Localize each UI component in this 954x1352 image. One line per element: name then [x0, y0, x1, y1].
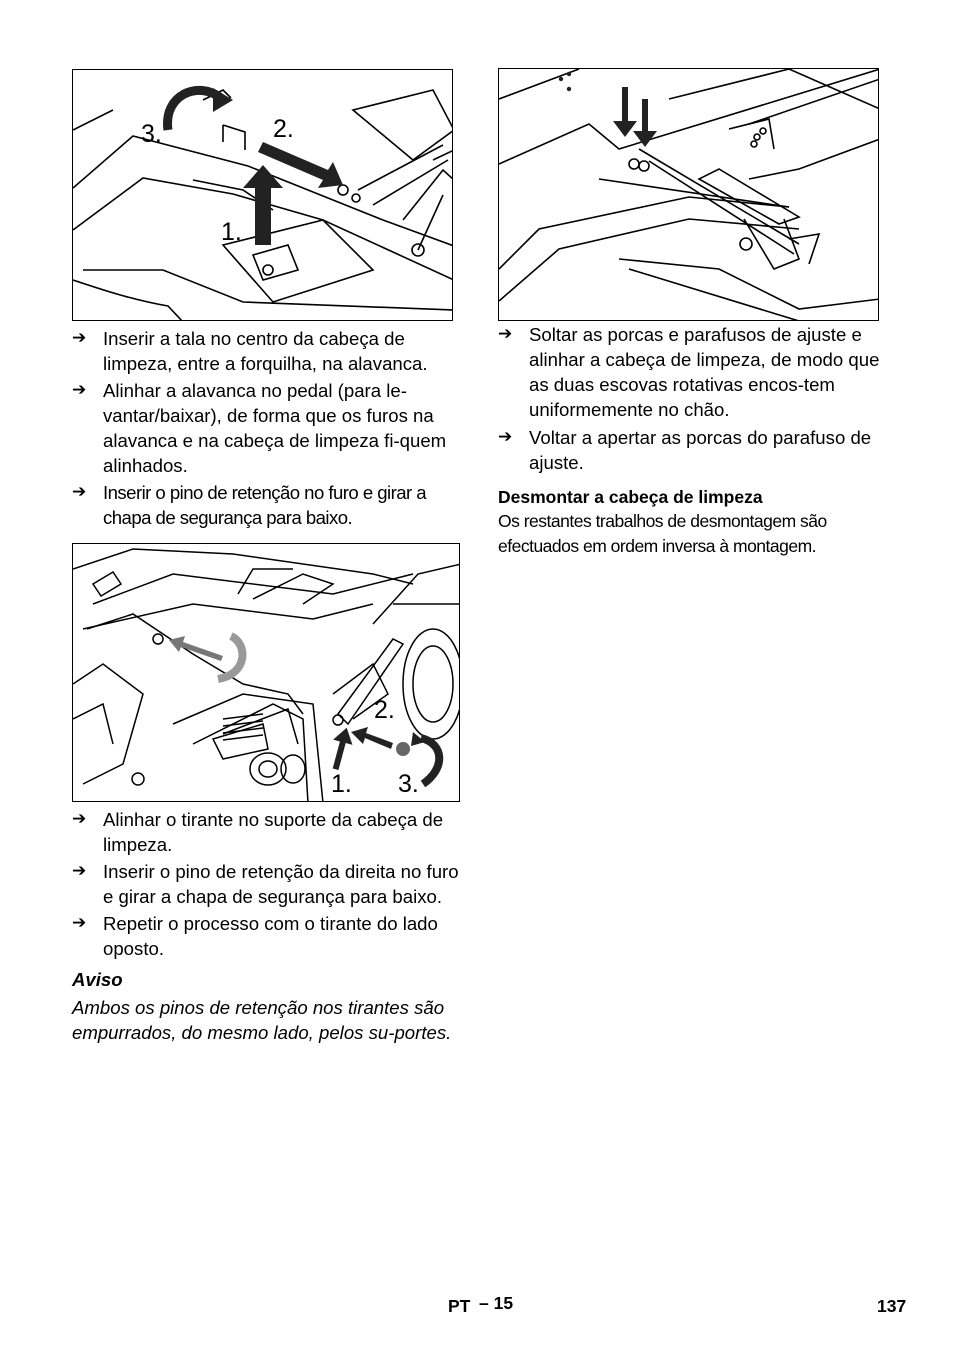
- figure-step-1-label: 1.: [221, 218, 242, 246]
- step-text: Repetir o processo com o tirante do lado oposto.: [103, 913, 438, 959]
- step-text: Alinhar o tirante no suporte da cabeça de limpeza.: [103, 809, 444, 855]
- figure-adjust-bolts: [498, 68, 879, 321]
- figure-step-3-label: 3.: [141, 120, 162, 148]
- arrow-right-icon: ➔: [72, 809, 87, 829]
- left-steps-b: [72, 807, 464, 1045]
- list-item: [72, 326, 464, 376]
- left-steps-a: [72, 326, 464, 530]
- list-item: [498, 322, 884, 422]
- arrow-right-icon: ➔: [498, 427, 513, 447]
- list-item: [72, 859, 464, 909]
- arrow-right-icon: ➔: [72, 380, 87, 400]
- right-column: [498, 322, 884, 559]
- figure-adjust-bolts-drawing: [499, 69, 879, 321]
- notice-title: Aviso: [72, 969, 123, 990]
- figure-tie-rod-mount: [72, 543, 460, 802]
- figure-step-1-label: 1.: [331, 770, 352, 798]
- figure-step-2-label: 2.: [273, 115, 294, 143]
- step-text: Voltar a apertar as porcas do parafuso de ajuste.: [529, 427, 872, 473]
- figure-step-2-label: 2.: [374, 696, 395, 724]
- step-text: Inserir o pino de retenção da direita no furo e girar a chapa de segurança para baixo.: [103, 861, 459, 907]
- arrow-right-icon: ➔: [72, 482, 87, 502]
- step-text: Soltar as porcas e parafusos de ajuste e alinhar a cabeça de limpeza, de modo que as duas escovas rotativas encos-tem uniformemente no chão.: [529, 324, 880, 420]
- figure-lever-mount: [72, 69, 453, 321]
- step-text: Alinhar a alavanca no pedal (para le-vantar/baixar), de forma que os furos na alavanca e na cabeça de limpeza fi-quem alinhados.: [103, 380, 447, 476]
- list-item: [72, 807, 464, 857]
- list-item: [72, 378, 464, 478]
- arrow-right-icon: ➔: [72, 328, 87, 348]
- arrow-right-icon: ➔: [72, 861, 87, 881]
- figure-step-3-label: 3.: [398, 770, 419, 798]
- list-item: [72, 480, 464, 530]
- notice-text: Ambos os pinos de retenção nos tirantes são empurrados, do mesmo lado, pelos su-portes.: [72, 997, 452, 1043]
- figure-tie-rod-mount-drawing: [73, 544, 460, 802]
- step-text: Inserir o pino de retenção no furo e girar a chapa de segurança para baixo.: [103, 482, 427, 528]
- arrow-right-icon: ➔: [72, 913, 87, 933]
- section-heading: Desmontar a cabeça de limpeza: [498, 487, 763, 507]
- step-text: Inserir a tala no centro da cabeça de limpeza, entre a forquilha, na alavanca.: [103, 328, 428, 374]
- page-number: 137: [877, 1296, 907, 1316]
- list-item: [72, 911, 464, 961]
- figure-lever-mount-drawing: [73, 70, 453, 321]
- footer-section-page: – 15: [479, 1293, 514, 1313]
- footer-language: PT: [448, 1296, 471, 1316]
- list-item: [498, 425, 884, 475]
- arrow-right-icon: ➔: [498, 324, 513, 344]
- section-text: Os restantes trabalhos de desmontagem são efectuados em ordem inversa à montagem.: [498, 511, 827, 556]
